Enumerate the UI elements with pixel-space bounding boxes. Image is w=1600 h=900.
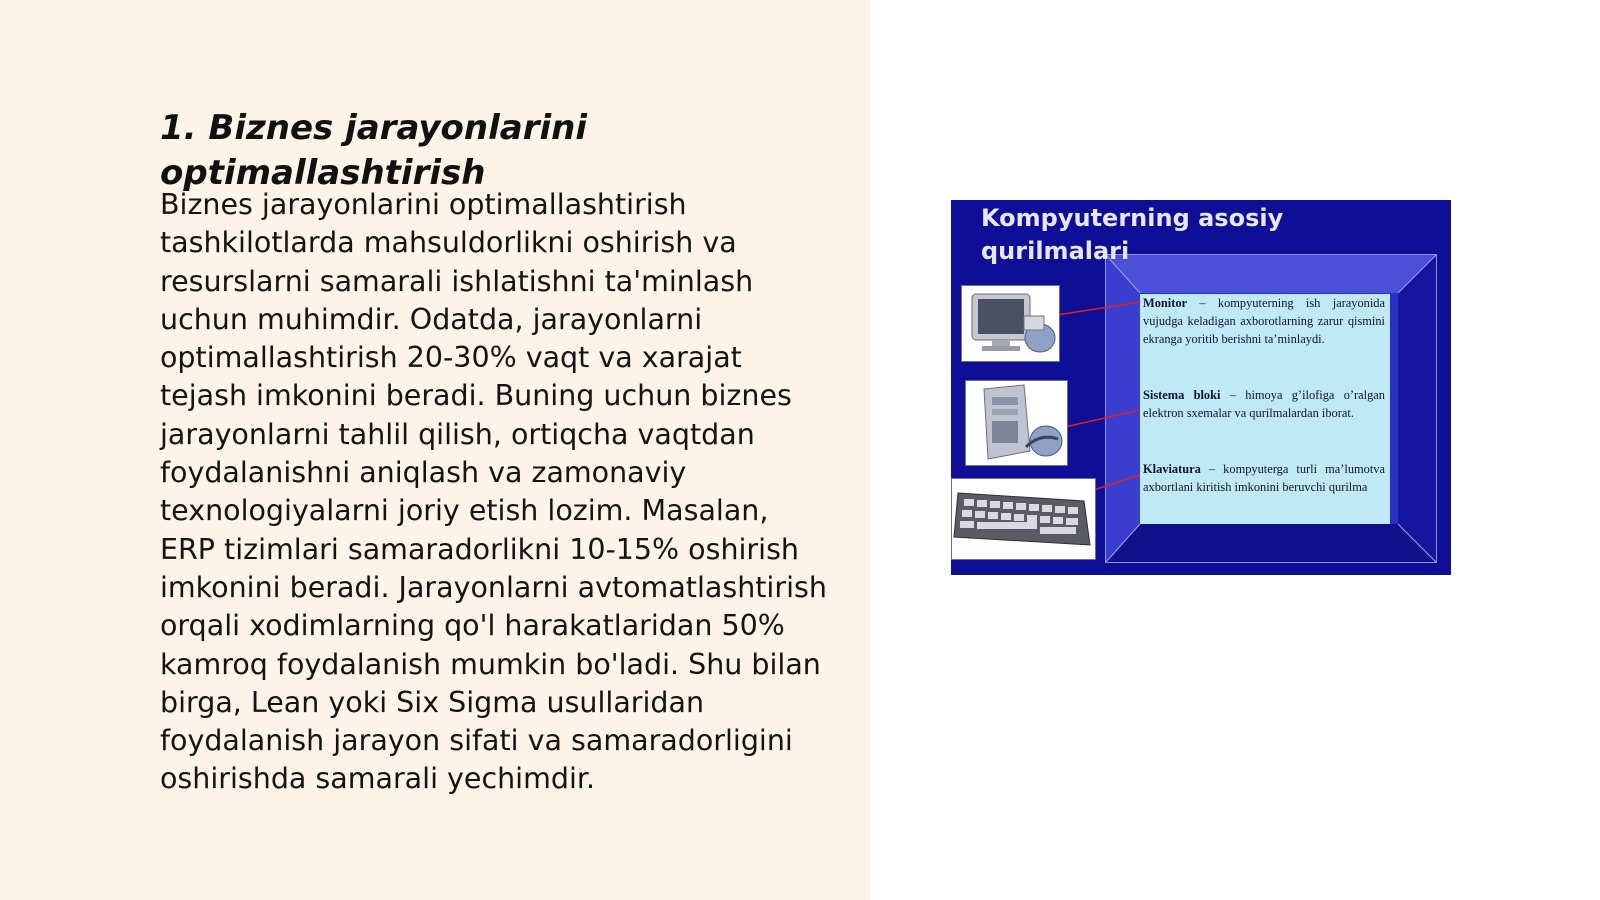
figure-description-box <box>1140 294 1390 524</box>
figure-item-term: Monitor <box>1143 296 1188 310</box>
slide-body-text: Biznes jarayonlarini optimallashtirish tashkilotlarda mahsuldorlikni oshirish va resurslarni samarali ishlatishni ta'minlash uchun muhimdir. Odatda, jarayonlarni optimallashtirish 20-30% vaqt va xarajat tejash imkonini beradi. Buning uchun biznes jarayonlarni tahlil qilish, ortiqcha vaqtdan foydalanishni aniqlash va zamonaviy texnologiyalarni joriy etish lozim. Masalan, ERP tizimlari samaradorlikni 10-15% oshirish imkonini beradi. Jarayonlarni avtomatlashtirish orqali xodimlarning qo'l harakatlaridan 50% kamroq foydalanish mumkin bo'ladi. Shu bilan birga, Lean yoki Six Sigma usullaridan foydalanish jarayon sifati va samaradorligini oshirishda samarali yechimdir. <box>160 188 827 796</box>
slide-heading: 1. Biznes jarayonlarini optimallashtirish <box>160 108 587 193</box>
figure-item-desc: – himoya g’ilofiga o’ralgan elektron sxemalar va qurilmalardan iborat. <box>1143 388 1385 420</box>
figure-computer-devices <box>951 200 1451 575</box>
figure-item-desc: – kompyuterga turli ma’lumotva axbortlani kiritish imkonini beruvchi qurilma <box>1143 462 1385 494</box>
figure-item-system-unit <box>1143 386 1385 422</box>
figure-item-term: Sistema bloki <box>1143 388 1221 402</box>
figure-item-desc: – kompyuterning ish jarayonida vujudga keladigan axborotlarning zarur qismini ekranga yoritib berishni ta’minlaydi. <box>1143 296 1385 346</box>
figure-item-monitor <box>1143 294 1385 348</box>
figure-title: Kompyuterning asosiy qurilmalari <box>981 204 1284 265</box>
monitor-icon <box>961 285 1060 362</box>
figure-item-term: Klaviatura <box>1143 462 1201 476</box>
figure-item-keyboard <box>1143 460 1385 496</box>
keyboard-icon <box>951 478 1096 560</box>
system-unit-icon <box>965 380 1068 466</box>
